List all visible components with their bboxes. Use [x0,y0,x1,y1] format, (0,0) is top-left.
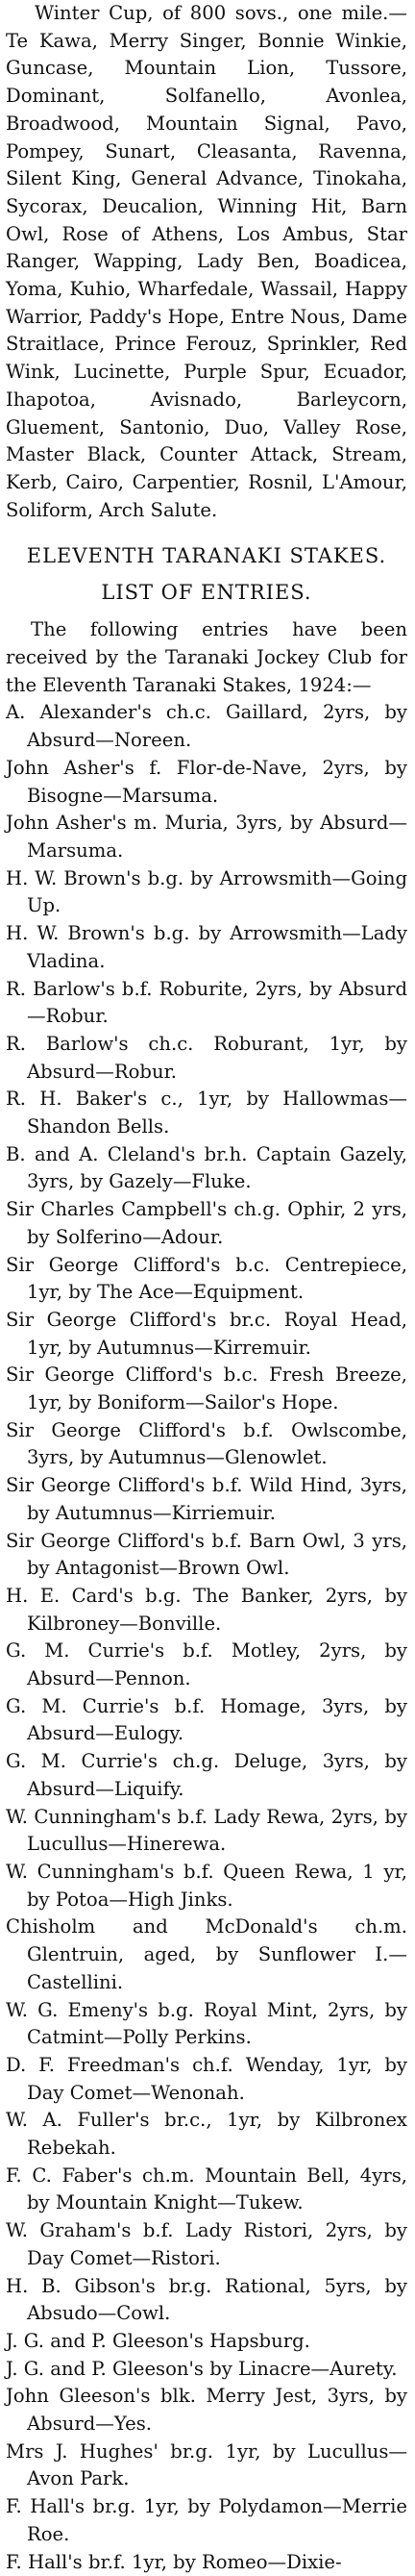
entry-item: Sir George Clifford's b.c. Centrepiece, 1yr, by The Ace—Equipment. [6,1253,407,1304]
entry-item: F. Hall's br.g. 1yr, by Polydamon—Merrie Roe. [6,2495,407,2545]
entry-item: H. E. Card's b.g. The Banker, 2yrs, by Kilbroney—Bonville. [6,1584,407,1635]
entry-item: B. and A. Cleland's br.h. Captain Gazely, 3yrs, by Gazely—Fluke. [6,1142,407,1193]
entry-item: G. M. Currie's b.f. Motley, 2yrs, by Absurd—Pennon. [6,1639,407,1690]
entry-item: Chisholm and McDonald's ch.m. Glentruin, aged, by Sunflower I.—Castellini. [6,1915,407,1993]
entry-item: J. G. and P. Gleeson's Hapsburg. [6,2329,310,2352]
entry-item: R. Barlow's b.f. Roburite, 2yrs, by Absurd—Robur. [6,977,407,1028]
section-heading: ELEVENTH TARANAKI STAKES. [26,544,387,568]
entry-item: A. Alexander's ch.c. Gaillard, 2yrs, by Absurd—Noreen. [6,701,407,752]
entry-item: Sir Charles Campbell's ch.g. Ophir, 2 yrs, by Solferino—Adour. [6,1198,407,1248]
entry-item: W. A. Fuller's br.c., 1yr, by Kilbronex Rebekah. [6,2109,407,2160]
entry-item: R. H. Baker's c., 1yr, by Hallowmas—Shandon Bells. [6,1088,407,1138]
entries-list [6,699,407,2576]
entry-item: D. F. Freedman's ch.f. Wenday, 1yr, by Day Comet—Wenonah. [6,2053,407,2104]
entry-item: Sir George Clifford's b.f. Barn Owl, 3 yrs, by Antagonist—Brown Owl. [6,1529,407,1580]
entry-item: H. W. Brown's b.g. by Arrowsmith—Going Up. [6,866,407,917]
entry-item: W. Cunningham's b.f. Queen Rewa, 1 yr, by Potoa—High Jinks. [6,1861,407,1911]
entry-item: John Gleeson's blk. Merry Jest, 3yrs, by Absurd—Yes. [6,2385,407,2436]
entry-item: Sir George Clifford's b.c. Fresh Breeze, 1yr, by Boniform—Sailor's Hope. [6,1363,407,1414]
entry-item: Sir George Clifford's br.c. Royal Head, 1yr, by Autumnus—Kirremuir. [6,1308,407,1359]
entry-item: John Asher's m. Muria, 3yrs, by Absurd—Marsuma. [6,812,407,862]
entry-item: F. C. Faber's ch.m. Mountain Bell, 4yrs, by Mountain Knight—Tukew. [6,2163,407,2214]
entry-item: W. Cunningham's b.f. Lady Rewa, 2yrs, by Lucullus—Hinerewa. [6,1805,407,1856]
entry-item: Mrs J. Hughes' br.g. 1yr, by Lucullus—Avon Park. [6,2439,407,2490]
section-subheading: LIST OF ENTRIES. [101,581,312,605]
entry-item: W. Graham's b.f. Lady Ristori, 2yrs, by Day Comet—Ristori. [6,2219,407,2269]
entry-item: W. G. Emeny's b.g. Royal Mint, 2yrs, by Catmint—Polly Perkins. [6,1998,407,2049]
entry-item: F. Hall's br.f. 1yr, by Romeo—Dixie- [6,2550,342,2573]
winter-cup-paragraph: Winter Cup, of 800 sovs., one mile.—Te Kawa, Merry Singer, Bonnie Winkie, Guncase, Mountain Lion, Tussore, Dominant, Solfanello, Avonlea, Broadwood, Mountain Signal, Pavo, Pompey, Sunart, Cleasanta, Ravenna, Silent King, General Advance, Tinokaha, Sycorax, Deucalion, Winning Hit, Barn Owl, Rose of Athens, Los Ambus, Star Ranger, Wapping, Lady Ben, Boadicea, Yoma, Kuhio, Wharfedale, Wassail, Happy Warrior, Paddy's Hope, Entre Nous, Dame Straitlace, Prince Ferouz, Sprinkler, Red Wink, Lucinette, Purple Spur, Ecuador, Ihapotoa, Avisnado, Barleycorn, Gluement, Santonio, Duo, Valley Rose, Master Black, Counter Attack, Stream, Kerb, Cairo, Carpentier, Rosnil, L'Amour, Soliform, Arch Salute. [6,2,407,521]
entry-item: H. W. Brown's b.g. by Arrowsmith—Lady Vladina. [6,922,407,972]
entry-item: John Asher's f. Flor-de-Nave, 2yrs, by Bisogne—Marsuma. [6,756,407,807]
entry-item: Sir George Clifford's b.f. Wild Hind, 3yrs, by Autumnus—Kirriemuir. [6,1474,407,1524]
intro-paragraph: The following entries have been received by the Taranaki Jockey Club for the Eleventh Taranaki Stakes, 1924:— [6,618,407,696]
entry-item: Sir George Clifford's b.f. Owlscombe, 3yrs, by Autumnus—Glenowlet. [6,1418,407,1469]
entry-item: R. Barlow's ch.c. Roburant, 1yr, by Absurd—Robur. [6,1032,407,1083]
entry-item: G. M. Currie's b.f. Homage, 3yrs, by Absurd—Eulogy. [6,1694,407,1745]
entry-item: G. M. Currie's ch.g. Deluge, 3yrs, by Absurd—Liquify. [6,1750,407,1800]
entry-item: J. G. and P. Gleeson's by Linacre—Aurety. [6,2357,398,2380]
entry-item: H. B. Gibson's br.g. Rational, 5yrs, by Absudo—Cowl. [6,2274,407,2325]
